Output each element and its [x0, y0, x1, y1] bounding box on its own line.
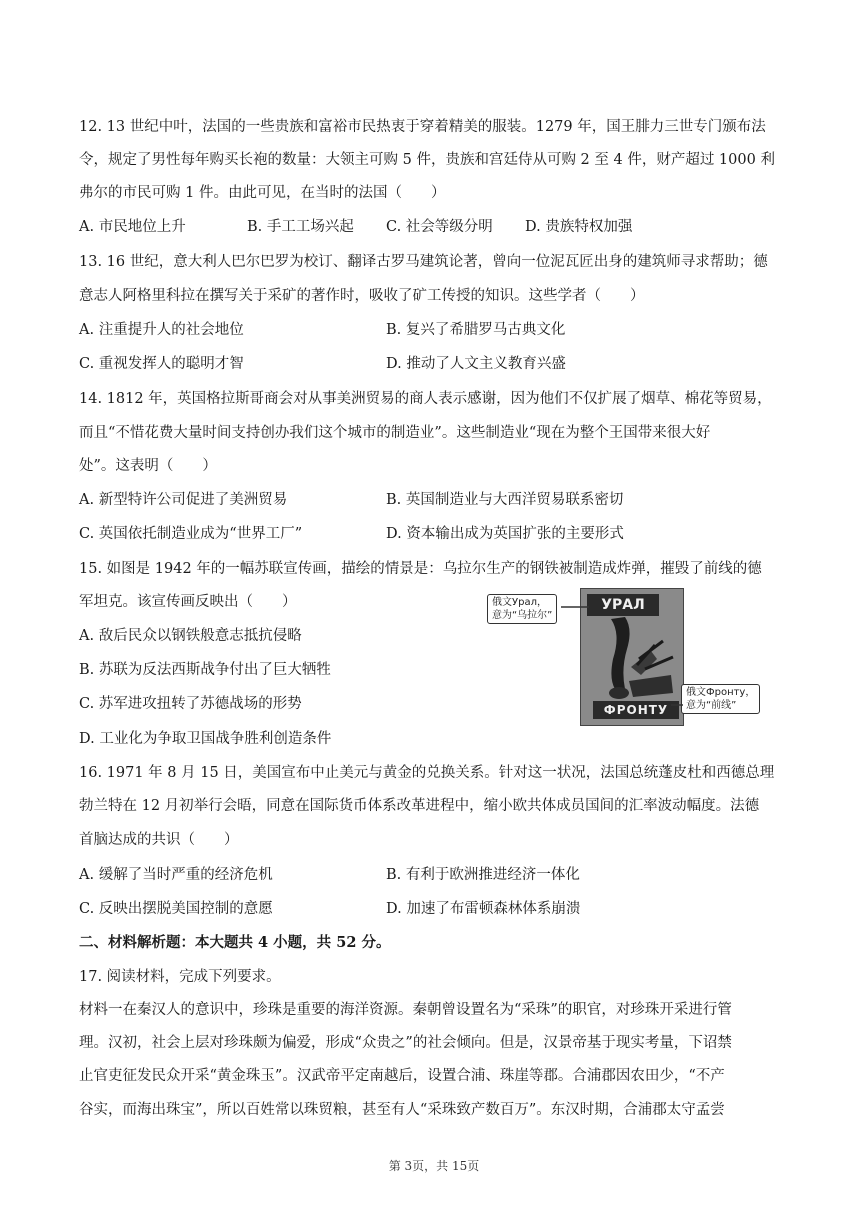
answer-option: B. 手工工场兴起: [247, 219, 354, 235]
text-line: 首脑达成的共识（ ）: [79, 832, 239, 848]
text-line: 17. 阅读材料，完成下列要求。: [79, 969, 281, 985]
answer-option: C. 反映出摆脱美国控制的意愿: [79, 901, 273, 917]
callout-right: [681, 684, 760, 714]
callout-left: [487, 594, 557, 624]
text-line: 15. 如图是 1942 年的一幅苏联宣传画，描绘的情景是：乌拉尔生产的钢铁被制造成炸弹，摧毁了前线的德: [79, 561, 762, 577]
answer-option: D. 资本输出成为英国扩张的主要形式: [386, 526, 624, 542]
text-line: 14. 1812 年，英国格拉斯哥商会对从事美洲贸易的商人表示感谢，因为他们不仅扩展了烟草、棉花等贸易，: [79, 391, 772, 407]
text-line: 勃兰特在 12 月初举行会晤，同意在国际货币体系改革进程中，缩小欧共体成员国间的汇率波动幅度。法德: [79, 798, 760, 814]
callout-right-arrow: [671, 700, 683, 710]
text-line: 13. 16 世纪，意大利人巴尔巴罗为校订、翻译古罗马建筑论著，曾向一位泥瓦匠出身的建筑师寻求帮助；德: [79, 254, 768, 270]
answer-option: D. 工业化为争取卫国战争胜利创造条件: [79, 731, 332, 747]
text-line: 材料一在秦汉人的意识中，珍珠是重要的海洋资源。秦朝曾设置名为“采珠”的职官，对珍珠开采进行管: [79, 1002, 732, 1018]
answer-option: D. 推动了人文主义教育兴盛: [386, 356, 566, 372]
answer-option: A. 市民地位上升: [79, 219, 186, 235]
section-heading: 二、材料解析题：本大题共 4 小题，共 52 分。: [79, 934, 391, 951]
answer-option: C. 社会等级分明: [386, 219, 493, 235]
answer-option: C. 英国依托制造业成为“世界工厂”: [79, 526, 303, 542]
text-line: 令，规定了男性每年购买长袍的数量：大领主可购 5 件，贵族和宫廷侍从可购 2 至 4 件，财产超过 1000 利: [79, 152, 775, 168]
text-line: 处”。这表明（ ）: [79, 458, 217, 474]
text-line: 12. 13 世纪中叶，法国的一些贵族和富裕市民热衷于穿着精美的服装。1279 年，国王腓力三世专门颁布法: [79, 119, 766, 135]
answer-option: C. 重视发挥人的聪明才智: [79, 356, 244, 372]
answer-option: D. 贵族特权加强: [525, 219, 633, 235]
callout-right-line2: 意为“前线”: [686, 700, 737, 711]
answer-option: A. 缓解了当时严重的经济危机: [79, 867, 273, 883]
callout-left-line2: 意为“乌拉尔”: [492, 610, 553, 621]
callout-left-arrow: [561, 602, 591, 612]
text-line: 谷实，而海出珠宝”，所以百姓常以珠贸粮，甚至有人“采珠致产数百万”。东汉时期，合浦郡太守孟尝: [79, 1102, 725, 1118]
text-line: 军坦克。该宣传画反映出（ ）: [79, 594, 297, 610]
text-line: 而且“不惜花费大量时间支持创办我们这个城市的制造业”。这些制造业“现在为整个王国带来很大好: [79, 425, 711, 441]
answer-option: D. 加速了布雷顿森林体系崩溃: [386, 901, 581, 917]
page-footer: 第 3页，共 15页: [388, 1159, 480, 1173]
callout-left-line1: 俄文Урал，: [492, 597, 547, 608]
poster-bottom-word: ФРОНТУ: [593, 701, 679, 719]
poster-top-word: УРАЛ: [587, 594, 659, 616]
answer-option: B. 苏联为反法西斯战争付出了巨大牺牲: [79, 662, 331, 678]
answer-option: B. 英国制造业与大西洋贸易联系密切: [386, 492, 624, 508]
answer-option: A. 敌后民众以钢铁般意志抵抗侵略: [79, 628, 302, 644]
answer-option: A. 注重提升人的社会地位: [79, 322, 244, 338]
answer-option: A. 新型特许公司促进了美洲贸易: [79, 492, 288, 508]
text-line: 弗尔的市民可购 1 件。由此可见，在当时的法国（ ）: [79, 185, 446, 201]
text-line: 理。汉初，社会上层对珍珠颇为偏爱，形成“众贵之”的社会倾向。但是，汉景帝基于现实考量，下诏禁: [79, 1035, 732, 1051]
answer-option: C. 苏军进攻扭转了苏德战场的形势: [79, 696, 302, 712]
text-line: 意志人阿格里科拉在撰写关于采矿的著作时，吸收了矿工传授的知识。这些学者（ ）: [79, 288, 645, 304]
text-line: 16. 1971 年 8 月 15 日，美国宣布中止美元与黄金的兑换关系。针对这一状况，法国总统蓬皮杜和西德总理: [79, 765, 775, 781]
answer-option: B. 复兴了希腊罗马古典文化: [386, 322, 566, 338]
callout-right-line1: 俄文Фронту，: [686, 687, 756, 698]
text-line: 止官吏征发民众开采“黄金珠玉”。汉武帝平定南越后，设置合浦、珠崖等郡。合浦郡因农田少，“不产: [79, 1068, 725, 1084]
propaganda-poster-figure: [475, 588, 773, 730]
answer-option: B. 有利于欧洲推进经济一体化: [386, 867, 580, 883]
